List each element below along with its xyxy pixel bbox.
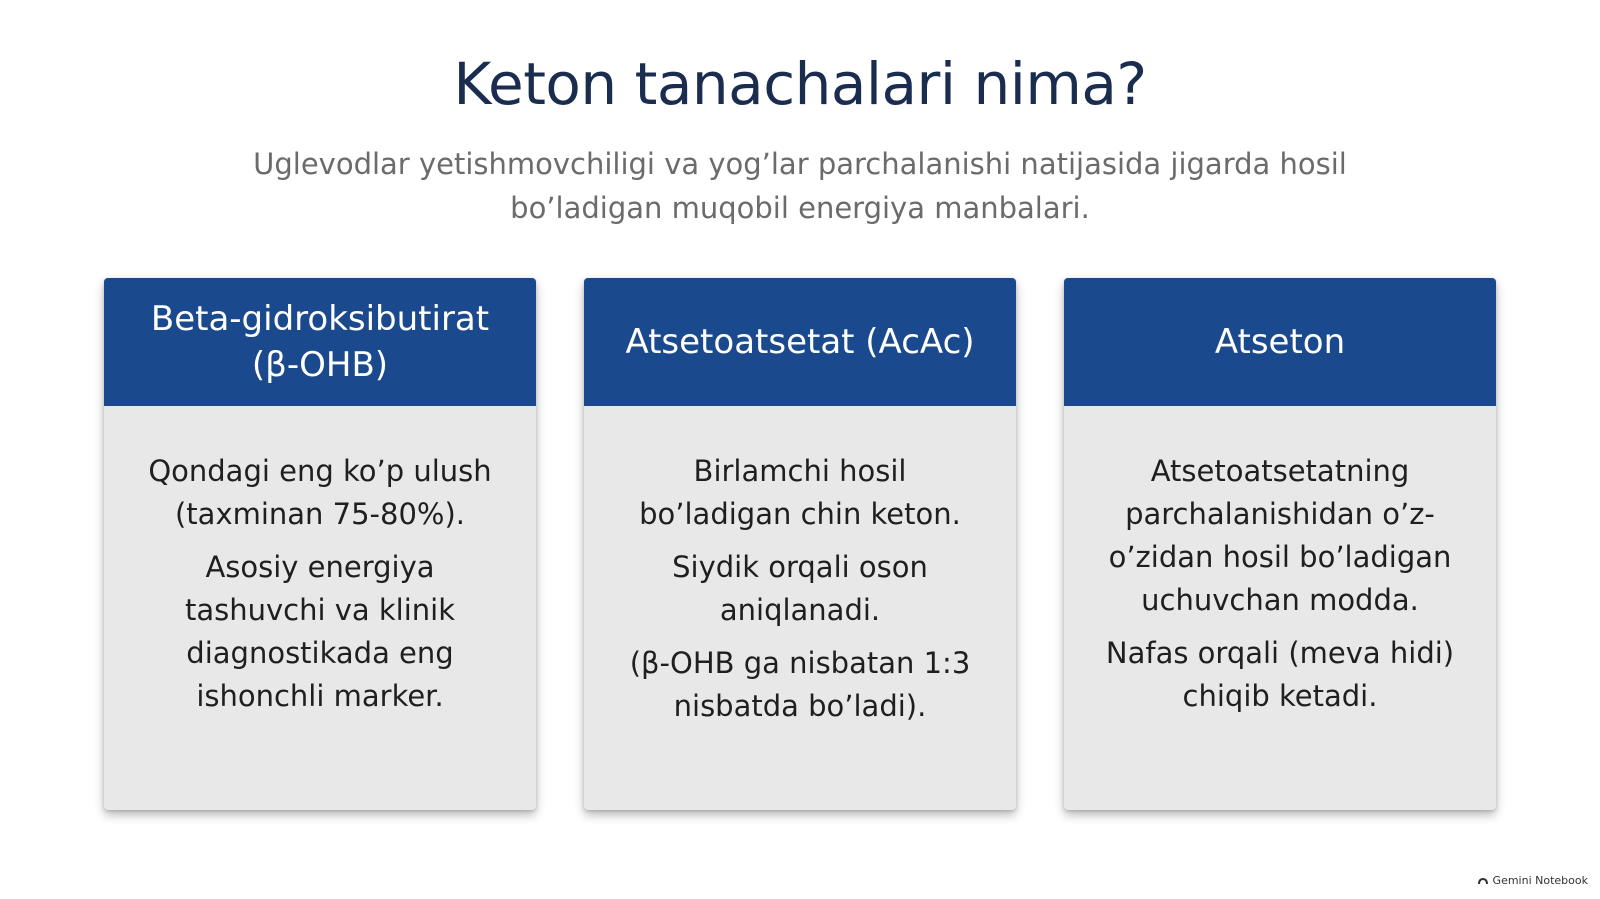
- slide-subtitle: Uglevodlar yetishmovchiligi va yog’lar parchalanishi natijasida jigarda hosil bo’ladigan muqobil energiya manbalari.: [253, 147, 1347, 225]
- card-header: Atseton: [1064, 278, 1496, 406]
- card-body: [1064, 406, 1496, 718]
- card-paragraph: (β-OHB ga nisbatan 1:3 nisbatda bo’ladi).: [629, 646, 971, 723]
- slide-title: Keton tanachalari nima?: [453, 50, 1147, 118]
- gemini-notebook-logo-icon: [1477, 877, 1489, 885]
- ketone-cards: [104, 278, 1496, 810]
- card-paragraph: Qondagi eng ko’p ulush (taxminan 75-80%).: [148, 454, 492, 531]
- card-paragraph: Siydik orqali oson aniqlanadi.: [672, 550, 928, 627]
- brand-watermark: [1477, 874, 1588, 887]
- card-header: Beta-gidroksibutirat (β-OHB): [104, 278, 536, 406]
- card-acetoacetate: [584, 278, 1016, 810]
- card-paragraph: Asosiy energiya tashuvchi va klinik diagnostikada eng ishonchli marker.: [184, 550, 456, 713]
- card-paragraph: Atsetoatsetatning parchalanishidan o’z-o’zidan hosil bo’ladigan uchuvchan modda.: [1108, 454, 1452, 617]
- card-beta-hydroxybutyrate: [104, 278, 536, 810]
- card-body: [584, 406, 1016, 728]
- card-paragraph: Nafas orqali (meva hidi) chiqib ketadi.: [1105, 636, 1455, 713]
- brand-label: Gemini Notebook: [1492, 874, 1588, 887]
- card-acetone: [1064, 278, 1496, 810]
- card-paragraph: Birlamchi hosil bo’ladigan chin keton.: [639, 454, 961, 531]
- card-header: Atsetoatsetat (AcAc): [584, 278, 1016, 406]
- card-body: [104, 406, 536, 718]
